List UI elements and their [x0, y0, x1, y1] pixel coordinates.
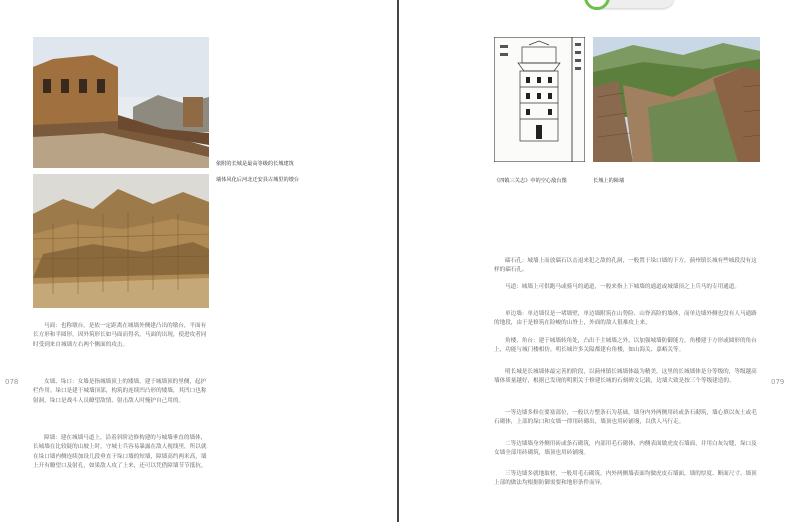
reader-badge: [586, 0, 674, 8]
paragraph-third-grade: 三等边墙多就地取材，一般用毛石砌筑，内外两侧墙表面均做虎皮石墙面，墙的厚度、断面尺寸、墙顶上部的做法均根据防御需要和地形条件而异。: [494, 471, 757, 487]
photo-caption-top: 依附的长城是最高等级的长城建筑: [216, 161, 294, 167]
great-wall-watchtower-photo: [33, 37, 209, 168]
photo-caption-right: 长城上的障墙: [593, 178, 625, 184]
paragraph-danbianqiang: 单边墙：单边墙仅是一堵墙壁，单边墙附筑在山势险、山脊高险的墙体，而单边墙外侧也没有人马通路的地段，由于是修筑在险峻的山脊上，外面的敌人很难攻上来。: [494, 311, 757, 327]
page-number-left: 078: [5, 378, 19, 386]
paragraph-jiaolou: 角楼、角台：建于城墙转角处，凸出于主城墙之外，以加强城墙防御能力，角楼建于方形或圆形的角台上，功能与城门楼相仿，明长城许多关隘都建有角楼，如山海关、嘉峪关等。: [494, 338, 757, 354]
watchtower-woodblock-illustration: [494, 37, 585, 162]
paragraph-mamian: 马面：也称墩台，是依一定距离在城墙外侧建凸出的墩台，平面有长方形和半圆形，因外筑形长如马面而得名。马面的出现，使进攻者同时受到来自城墙左右两个侧面的攻击。: [33, 323, 207, 348]
paragraph-madao: 马道：城墙上可供跑马或骑马的通道，一般来指上下城墙的通道或城墙顶之上兵马的专用通道。: [505, 284, 740, 290]
progress-ring-icon: [584, 0, 610, 10]
right-page: [399, 0, 790, 522]
paragraph-ming-wall-grades: 明长城是长城墙体最完善的阶段，以蓟州镇长城墙体最为精美，这里的长城墙体是分等级的，等级越高墙体质量越好，根据已发现的明朝关于修建长城的石刻碑文记载，边墙大致是按三个等级建造的。: [494, 369, 757, 385]
illustration-caption: 《四镇三关志》中的空心敌台图: [494, 178, 567, 184]
weathered-beacon-tower-photo: [33, 174, 209, 308]
paragraph-leishikong: 礌石孔：城墙上而放礌石以击退来犯之敌的孔洞，一般置于垛口墙的下方。蓟州镇长城有些城段没有这样的礌石孔。: [494, 258, 757, 274]
photo-caption-bottom: 墙体风化后河北迁安县古城里的墩台: [216, 177, 300, 183]
paragraph-zhangqiang: 障墙：建在城墙马道上，沿着斜阶边修构建的与城墙垂直的墙体，长城墙在比较陡的山坡上时，守城士兵容易暴露在敌人视线里，所以就在垛口墙内侧连续加设几段垂直于垛口墙的短墙，障墙高约两米高，墙上开有瞭望口及射孔，如果敌人攻了上来，还可以凭借障墙节节抵抗。: [33, 435, 207, 470]
paragraph-second-grade: 二等边墙墙身外侧用砖或条石砌筑，内部用毛石砌体，内侧表面做虎皮石墙面，并用白灰勾缝，垛口及女墙全部用砖砌筑，墙顶也用砖铺墁。: [494, 441, 757, 457]
paragraph-nvqiang: 女墙、垛口：女墙是指城墙顶上的矮墙，建于城墙顶的里侧，起护栏作用。垛口是建于城墙顶部，构筑的连续凹凸形的矮墙，其凹口也称射洞，垛口是战斗人员瞭望敌情、射击敌人时掩护自己用的。: [33, 379, 207, 404]
page-number-right: 079: [771, 378, 785, 386]
barrier-wall-photo: [593, 37, 760, 162]
paragraph-first-grade: 一等边墙多修在要塞部位，一般以方整条石为基础，墙身内外两侧用砖或条石砌筑，墙心填以灰土或毛石砌体，上部的垛口和女墙一律用砖砌出，墙顶也用砖铺墁，以供人马行走。: [494, 410, 757, 426]
